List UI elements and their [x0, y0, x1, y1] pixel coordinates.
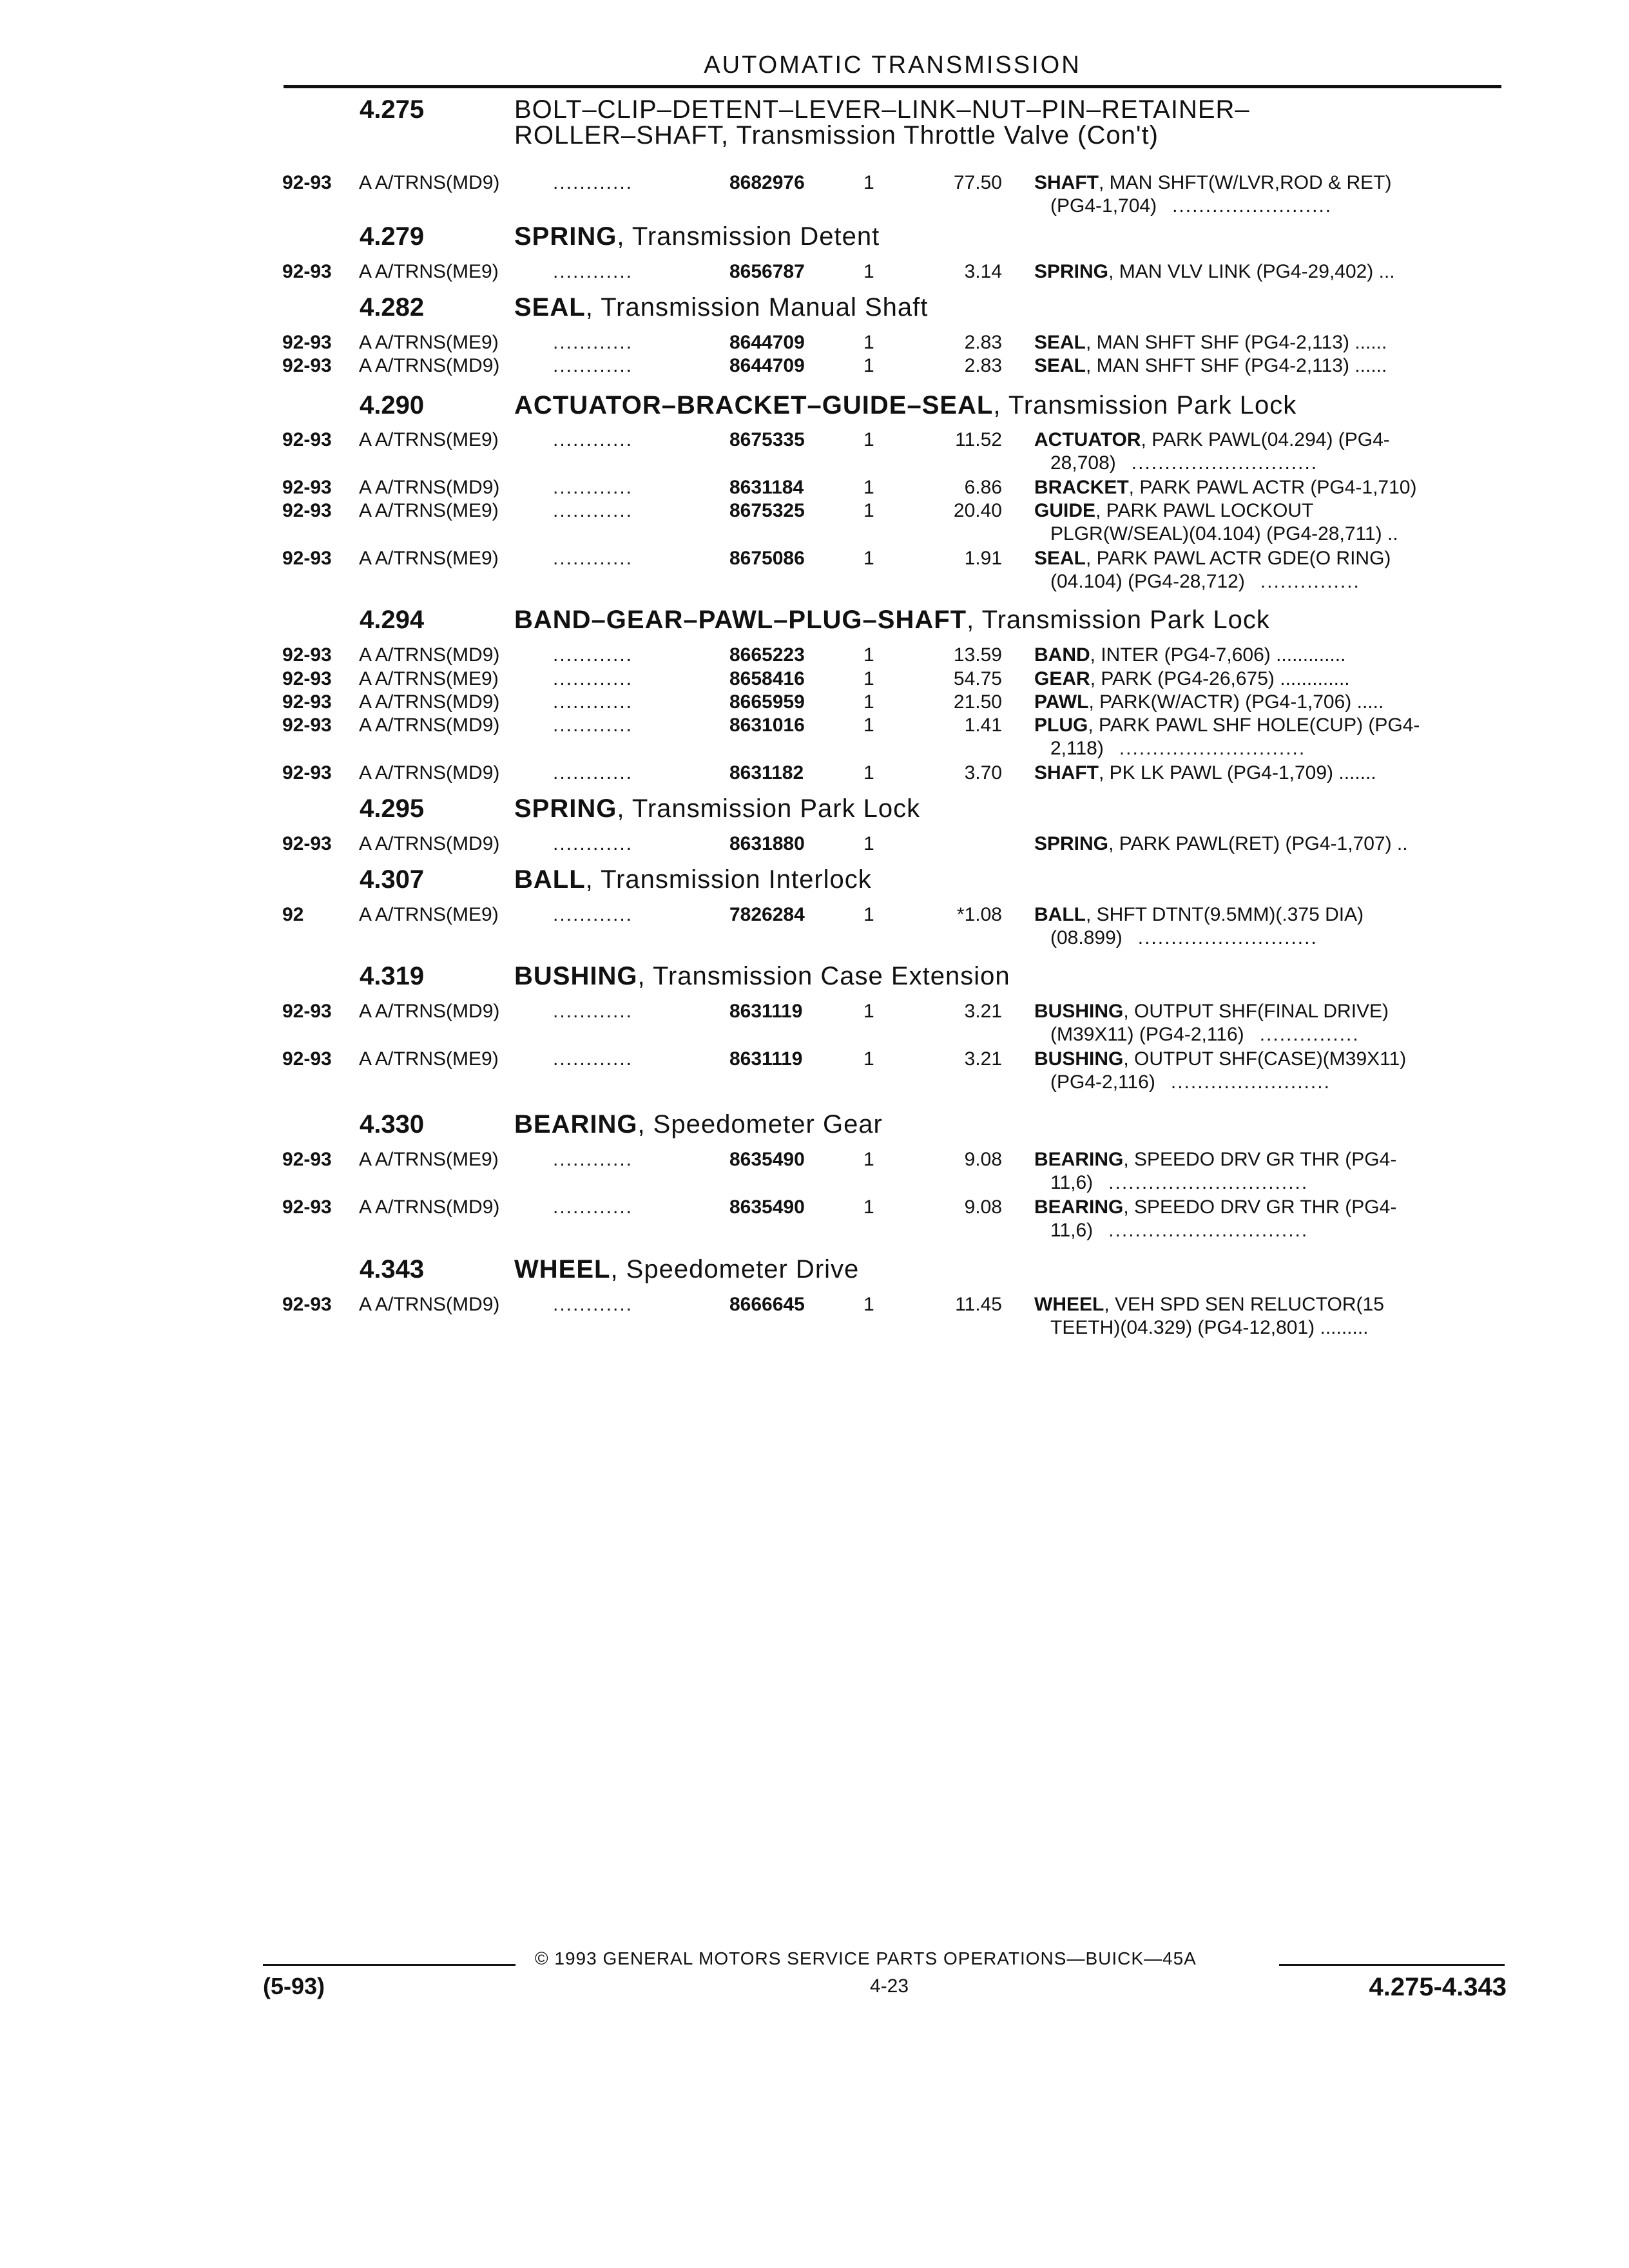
quantity: 1	[863, 500, 874, 521]
part-number: 8635490	[729, 1149, 805, 1170]
application-code: A A/TRNS(MD9)	[359, 644, 500, 666]
application-code: A A/TRNS(MD9)	[359, 1196, 500, 1218]
leader-dots: ...............	[1260, 571, 1360, 592]
part-description-cont: 11,6)	[1050, 1172, 1094, 1193]
price: 2.83	[964, 355, 1002, 376]
part-name: BAND	[1034, 644, 1090, 666]
price: 1.41	[964, 715, 1002, 736]
section-title-name: BAND–GEAR–PAWL–PLUG–SHAFT	[514, 606, 967, 634]
part-name: BRACKET	[1034, 477, 1129, 498]
part-number: 8631880	[729, 833, 805, 854]
model-years: 92-93	[282, 429, 332, 450]
model-years: 92-93	[282, 691, 332, 713]
part-description-cont: 28,708)	[1050, 452, 1116, 474]
part-description	[1034, 172, 1392, 194]
section-title-name: BALL	[514, 865, 586, 894]
leader-dots: ............	[553, 172, 633, 193]
part-name: PAWL	[1034, 691, 1089, 713]
part-name: SHAFT	[1034, 762, 1099, 783]
part-description	[1034, 1196, 1397, 1218]
part-description-cont: TEETH)(04.329) (PG4-12,801) .........	[1050, 1317, 1369, 1338]
part-detail: , OUTPUT SHF(CASE)(M39X11)	[1123, 1048, 1407, 1070]
part-description-cont: (PG4-2,116)	[1050, 1072, 1155, 1093]
part-name: WHEEL	[1034, 1294, 1104, 1315]
model-years: 92-93	[282, 548, 332, 569]
section-number: 4.279	[360, 222, 425, 251]
quantity: 1	[863, 715, 874, 736]
section-title	[514, 293, 928, 322]
leader-dots: ............	[553, 477, 633, 498]
section-number: 4.343	[360, 1255, 425, 1283]
application-code: A A/TRNS(MD9)	[359, 355, 500, 376]
application-code: A A/TRNS(MD9)	[359, 833, 500, 854]
price: 3.70	[964, 762, 1002, 783]
section-title-name: SPRING	[514, 794, 617, 823]
footer-section-range: 4.275-4.343	[1369, 1973, 1507, 2001]
part-number: 8665223	[729, 644, 805, 666]
leader-dots: ............	[553, 904, 633, 925]
application-code: A A/TRNS(MD9)	[359, 762, 500, 783]
leader-dots: ............................	[1131, 452, 1318, 474]
part-description	[1034, 1048, 1407, 1070]
part-detail: , OUTPUT SHF(FINAL DRIVE)	[1123, 1001, 1389, 1022]
quantity: 1	[863, 477, 874, 498]
part-detail: , VEH SPD SEN RELUCTOR(15	[1104, 1294, 1384, 1315]
part-name: SPRING	[1034, 833, 1109, 854]
application-code: A A/TRNS(MD9)	[359, 1294, 500, 1315]
part-name: GUIDE	[1034, 500, 1096, 521]
section-title-name: ACTUATOR–BRACKET–GUIDE–SEAL	[514, 391, 994, 419]
model-years: 92-93	[282, 355, 332, 376]
section-title	[514, 794, 920, 823]
leader-dots: ...........................	[1137, 927, 1318, 948]
application-code: A A/TRNS(ME9)	[359, 261, 499, 282]
footer-page-number: 4-23	[870, 1975, 909, 1997]
section-number: 4.330	[360, 1110, 425, 1139]
part-detail: , PK LK PAWL (PG4-1,709) .......	[1099, 762, 1376, 783]
leader-dots: ............	[553, 1001, 633, 1022]
part-detail: , PARK PAWL(04.294) (PG4-	[1141, 429, 1390, 450]
model-years: 92-93	[282, 762, 332, 783]
footer-copyright: © 1993 GENERAL MOTORS SERVICE PARTS OPERATIONS—BUICK—45A	[535, 1948, 1197, 1968]
part-number: 8682976	[729, 172, 805, 193]
part-name: SEAL	[1034, 332, 1086, 353]
leader-dots: ............	[553, 1048, 633, 1070]
quantity: 1	[863, 644, 874, 666]
part-name: BEARING	[1034, 1196, 1124, 1218]
header-rule	[284, 85, 1501, 88]
section-title	[514, 606, 1270, 635]
footer-rule-right	[1279, 1964, 1505, 1966]
part-detail: , PARK PAWL SHF HOLE(CUP) (PG4-	[1088, 715, 1420, 736]
part-number: 7826284	[729, 904, 805, 925]
part-name: SEAL	[1034, 548, 1086, 569]
part-number: 8631184	[729, 477, 804, 498]
part-description-cont: 2,118)	[1050, 738, 1104, 759]
part-description	[1034, 1294, 1384, 1316]
leader-dots: ............	[553, 1149, 633, 1170]
price: 13.59	[953, 644, 1002, 666]
model-years: 92-93	[282, 1001, 332, 1022]
part-number: 8675325	[729, 500, 805, 521]
part-description	[1034, 691, 1384, 713]
model-years: 92-93	[282, 172, 332, 193]
price: 9.08	[964, 1149, 1002, 1170]
section-title-desc: , Speedometer Drive	[610, 1255, 860, 1283]
model-years: 92-93	[282, 1048, 332, 1070]
quantity: 1	[863, 332, 874, 353]
application-code: A A/TRNS(ME9)	[359, 904, 499, 925]
price: 20.40	[953, 500, 1002, 521]
part-detail: , SPEEDO DRV GR THR (PG4-	[1123, 1149, 1397, 1170]
section-title-name: SPRING	[514, 222, 617, 251]
part-name: SHAFT	[1034, 172, 1099, 193]
part-number: 8644709	[729, 332, 805, 353]
part-description-cont: 11,6)	[1050, 1220, 1094, 1241]
section-title	[514, 1110, 883, 1139]
footer-rule-left	[263, 1964, 516, 1966]
part-name: BUSHING	[1034, 1048, 1124, 1070]
part-number: 8675335	[729, 429, 805, 450]
quantity: 1	[863, 172, 874, 193]
section-number: 4.275	[360, 95, 425, 124]
part-detail: , PARK PAWL(RET) (PG4-1,707) ..	[1108, 833, 1408, 854]
model-years: 92-93	[282, 261, 332, 282]
section-title-desc: , Transmission Park Lock	[993, 391, 1297, 419]
part-detail: , MAN SHFT SHF (PG4-2,113) ......	[1086, 332, 1387, 353]
part-detail: , PARK PAWL LOCKOUT	[1095, 500, 1314, 521]
price: 21.50	[953, 691, 1002, 713]
part-description	[1034, 355, 1387, 377]
model-years: 92-93	[282, 715, 332, 736]
leader-dots: ............	[553, 762, 633, 783]
leader-dots: ............	[553, 1196, 633, 1218]
leader-dots: ............	[553, 644, 633, 666]
quantity: 1	[863, 1196, 874, 1218]
part-name: BEARING	[1034, 1149, 1124, 1170]
price: 3.14	[964, 261, 1002, 282]
section-number: 4.307	[360, 865, 425, 894]
part-name: ACTUATOR	[1034, 429, 1141, 450]
page-header-title: AUTOMATIC TRANSMISSION	[704, 52, 1081, 79]
application-code: A A/TRNS(ME9)	[359, 332, 499, 353]
quantity: 1	[863, 691, 874, 713]
part-name: SPRING	[1034, 261, 1109, 282]
part-description	[1034, 762, 1376, 784]
section-title-desc: , Transmission Interlock	[585, 865, 872, 894]
quantity: 1	[863, 548, 874, 569]
part-description	[1034, 477, 1417, 499]
quantity: 1	[863, 429, 874, 450]
section-title-name: WHEEL	[514, 1255, 611, 1283]
part-description	[1034, 904, 1364, 926]
leader-dots: ...............	[1259, 1024, 1360, 1045]
quantity: 1	[863, 261, 874, 282]
part-description-cont: (04.104) (PG4-28,712)	[1050, 571, 1245, 592]
leader-dots: ............	[553, 833, 633, 854]
section-number: 4.319	[360, 962, 425, 990]
part-number: 8658416	[729, 668, 805, 689]
leader-dots: ............	[553, 355, 633, 376]
application-code: A A/TRNS(ME9)	[359, 668, 499, 689]
model-years: 92-93	[282, 1294, 332, 1315]
price: 77.50	[953, 172, 1002, 193]
model-years: 92-93	[282, 668, 332, 689]
price: 11.45	[955, 1294, 1002, 1315]
part-number: 8644709	[729, 355, 805, 376]
part-number: 8666645	[729, 1294, 805, 1315]
part-description	[1034, 644, 1346, 666]
part-description-cont: (M39X11) (PG4-2,116)	[1050, 1024, 1244, 1045]
part-number: 8675086	[729, 548, 805, 569]
section-title-desc: , Transmission Manual Shaft	[585, 293, 929, 322]
part-number: 8631016	[729, 715, 805, 736]
part-name: PLUG	[1034, 715, 1088, 736]
part-detail: , MAN VLV LINK (PG4-29,402) ...	[1108, 261, 1395, 282]
quantity: 1	[863, 1294, 874, 1315]
section-title-desc: , Transmission Park Lock	[617, 794, 921, 823]
model-years: 92-93	[282, 1149, 332, 1170]
part-detail: , PARK (PG4-26,675) .............	[1090, 668, 1350, 689]
part-detail: , MAN SHFT(W/LVR,ROD & RET)	[1099, 172, 1392, 193]
leader-dots: ............	[553, 332, 633, 353]
part-detail: , PARK PAWL ACTR GDE(O RING)	[1086, 548, 1391, 569]
leader-dots: ............	[553, 548, 633, 569]
part-description	[1034, 548, 1391, 570]
part-number: 8631182	[729, 762, 804, 783]
leader-dots: ..............................	[1108, 1172, 1309, 1193]
application-code: A A/TRNS(ME9)	[359, 429, 499, 450]
price: 9.08	[964, 1196, 1002, 1218]
quantity: 1	[863, 355, 874, 376]
part-name: SEAL	[1034, 355, 1086, 376]
part-detail: , MAN SHFT SHF (PG4-2,113) ......	[1086, 355, 1387, 376]
part-detail: , SPEEDO DRV GR THR (PG4-	[1123, 1196, 1397, 1218]
section-title-line2: ROLLER–SHAFT, Transmission Throttle Valve (Con't)	[514, 121, 1159, 149]
quantity: 1	[863, 668, 874, 689]
model-years: 92-93	[282, 833, 332, 854]
part-description-cont: (PG4-1,704)	[1050, 195, 1157, 216]
application-code: A A/TRNS(ME9)	[359, 548, 499, 569]
section-number: 4.282	[360, 293, 425, 322]
part-name: BUSHING	[1034, 1001, 1124, 1022]
quantity: 1	[863, 1149, 874, 1170]
quantity: 1	[863, 1048, 874, 1070]
leader-dots: ........................	[1170, 1072, 1331, 1093]
leader-dots: ............	[553, 261, 633, 282]
model-years: 92	[282, 904, 304, 925]
part-description-cont: (08.899)	[1050, 927, 1123, 948]
section-title-line1: BOLT–CLIP–DETENT–LEVER–LINK–NUT–PIN–RETAINER–	[514, 95, 1250, 124]
application-code: A A/TRNS(MD9)	[359, 172, 500, 193]
part-detail: , SHFT DTNT(9.5MM)(.375 DIA)	[1085, 904, 1364, 925]
price: 54.75	[953, 668, 1002, 689]
application-code: A A/TRNS(MD9)	[359, 1001, 500, 1022]
application-code: A A/TRNS(MD9)	[359, 691, 500, 713]
part-detail: , PARK PAWL ACTR (PG4-1,710)	[1128, 477, 1417, 498]
section-title-name: SEAL	[514, 293, 586, 322]
price: 6.86	[964, 477, 1002, 498]
leader-dots: ............................	[1119, 738, 1306, 759]
leader-dots: ........................	[1172, 195, 1333, 216]
price: *1.08	[956, 904, 1002, 925]
part-number: 8656787	[729, 261, 805, 282]
leader-dots: ............	[553, 668, 633, 689]
section-title	[514, 391, 1296, 420]
price: 1.91	[964, 548, 1002, 569]
price: 3.21	[964, 1048, 1002, 1070]
footer-date: (5-93)	[263, 1973, 325, 1999]
section-title	[514, 1255, 859, 1284]
section-title	[514, 865, 872, 894]
price: 3.21	[964, 1001, 1002, 1022]
section-title-name: BUSHING	[514, 962, 638, 990]
part-number: 8635490	[729, 1196, 805, 1218]
leader-dots: ............	[553, 691, 633, 713]
quantity: 1	[863, 1001, 874, 1022]
section-number: 4.290	[360, 391, 425, 419]
application-code: A A/TRNS(ME9)	[359, 1048, 499, 1070]
part-number: 8631119	[729, 1001, 803, 1022]
leader-dots: ............	[553, 429, 633, 450]
model-years: 92-93	[282, 1196, 332, 1218]
model-years: 92-93	[282, 332, 332, 353]
part-description	[1034, 500, 1314, 522]
section-title-name: BEARING	[514, 1110, 638, 1139]
leader-dots: ............	[553, 1294, 633, 1315]
part-detail: , PARK(W/ACTR) (PG4-1,706) .....	[1088, 691, 1384, 713]
section-number: 4.294	[360, 606, 425, 634]
model-years: 92-93	[282, 500, 332, 521]
leader-dots: ............	[553, 500, 633, 521]
part-description	[1034, 429, 1390, 451]
section-title-desc: , Transmission Detent	[617, 222, 880, 251]
part-number: 8631119	[729, 1048, 803, 1070]
part-description	[1034, 833, 1408, 855]
section-title	[514, 222, 880, 251]
part-number: 8665959	[729, 691, 805, 713]
model-years: 92-93	[282, 644, 332, 666]
price: 2.83	[964, 332, 1002, 353]
quantity: 1	[863, 833, 874, 854]
section-title-desc: , Speedometer Gear	[637, 1110, 883, 1139]
leader-dots: ............	[553, 715, 633, 736]
part-description	[1034, 1149, 1397, 1171]
application-code: A A/TRNS(ME9)	[359, 500, 499, 521]
part-description	[1034, 715, 1420, 736]
application-code: A A/TRNS(MD9)	[359, 715, 500, 736]
quantity: 1	[863, 762, 874, 783]
part-description	[1034, 261, 1395, 283]
model-years: 92-93	[282, 477, 332, 498]
part-description	[1034, 332, 1387, 354]
price: 11.52	[955, 429, 1002, 450]
part-description-cont: PLGR(W/SEAL)(04.104) (PG4-28,711) ..	[1050, 523, 1398, 544]
application-code: A A/TRNS(MD9)	[359, 477, 500, 498]
section-number: 4.295	[360, 794, 425, 823]
part-name: BALL	[1034, 904, 1086, 925]
part-description	[1034, 1001, 1389, 1023]
quantity: 1	[863, 904, 874, 925]
section-title-desc: , Transmission Case Extension	[637, 962, 1010, 990]
part-description	[1034, 668, 1350, 690]
part-name: GEAR	[1034, 668, 1090, 689]
leader-dots: ..............................	[1108, 1220, 1309, 1241]
section-title	[514, 962, 1010, 991]
application-code: A A/TRNS(ME9)	[359, 1149, 499, 1170]
part-detail: , INTER (PG4-7,606) .............	[1090, 644, 1346, 666]
section-title-desc: , Transmission Park Lock	[967, 606, 1270, 634]
